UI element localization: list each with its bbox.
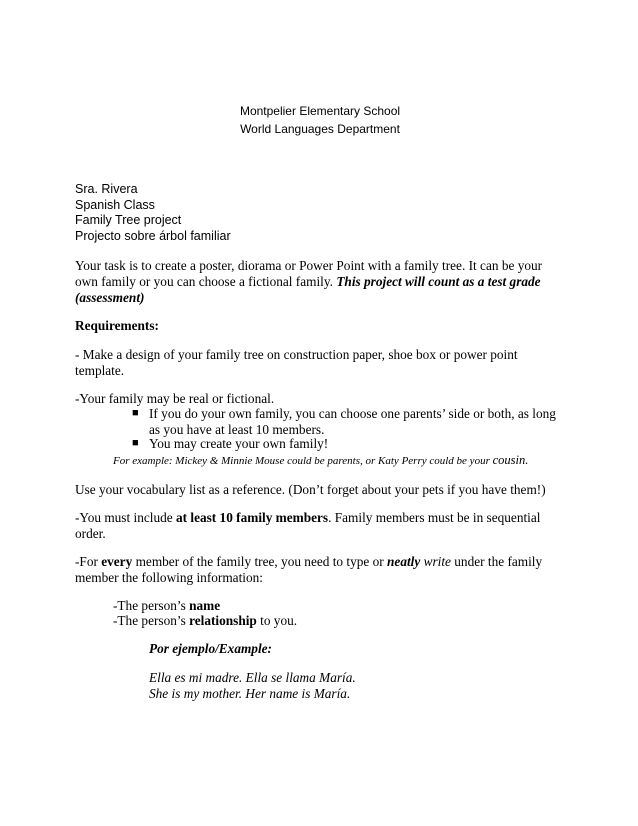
test-grade-note: This project will count as a test grade bbox=[336, 274, 541, 289]
relationship-item: -The person’s relationship to you. bbox=[113, 613, 298, 628]
design-line-2: template. bbox=[75, 363, 125, 378]
teacher-name: Sra. Rivera bbox=[75, 182, 138, 196]
include-line-2: order. bbox=[75, 526, 106, 541]
task-line-1: Your task is to create a poster, diorama or Power Point with a family tree. It can be your bbox=[75, 258, 543, 273]
bullet-icon: ■ bbox=[132, 407, 139, 419]
bullet-1-line-2: as you have at least 10 members. bbox=[149, 422, 325, 437]
bullet-2-line-1: You may create your own family! bbox=[149, 436, 329, 451]
every-bold: every bbox=[101, 554, 133, 569]
name-item: -The person’s name bbox=[113, 598, 221, 613]
neatly-emph: neatly bbox=[387, 554, 421, 569]
include-bold: at least 10 family members bbox=[175, 510, 329, 525]
task-line-2: own family or you can choose a fictional family. This project will count as a test grade bbox=[75, 274, 541, 289]
design-line-1: - Make a design of your family tree on construction paper, shoe box or power point bbox=[75, 347, 518, 362]
example-cousin: cousin. bbox=[492, 453, 529, 467]
include-line-1: -You must include at least 10 family members. Family members must be in sequential bbox=[75, 510, 541, 525]
school-name: Montpelier Elementary School bbox=[239, 104, 401, 118]
name-bold: name bbox=[189, 598, 221, 613]
project-title-en: Family Tree project bbox=[75, 213, 182, 227]
example-english: She is my mother. Her name is María. bbox=[149, 686, 351, 701]
example-spanish: Ella es mi madre. Ella se llama María. bbox=[149, 670, 356, 685]
real-fictional-line: -Your family may be real or fictional. bbox=[75, 391, 275, 406]
relationship-bold: relationship bbox=[189, 613, 257, 628]
write-emph: write bbox=[420, 554, 451, 569]
bullet-icon: ■ bbox=[132, 437, 139, 449]
department-name: World Languages Department bbox=[240, 122, 400, 136]
class-name: Spanish Class bbox=[75, 198, 155, 212]
requirements-heading: Requirements: bbox=[75, 318, 159, 333]
every-line-1: -For every member of the family tree, you need to type or neatly write under the family bbox=[75, 554, 543, 569]
every-line-2: member the following information: bbox=[75, 570, 263, 585]
example-note: For example: Mickey & Minnie Mouse could be parents, or Katy Perry could be your cousin. bbox=[113, 453, 529, 467]
bullet-1-line-1: If you do your own family, you can choose one parents’ side or both, as long bbox=[149, 406, 556, 421]
example-heading: Por ejemplo/Example: bbox=[149, 641, 272, 656]
vocab-line: Use your vocabulary list as a reference. (Don’t forget about your pets if you have them!) bbox=[75, 482, 546, 497]
project-title-es: Projecto sobre árbol familiar bbox=[75, 229, 231, 243]
task-line-3: (assessment) bbox=[75, 290, 145, 305]
